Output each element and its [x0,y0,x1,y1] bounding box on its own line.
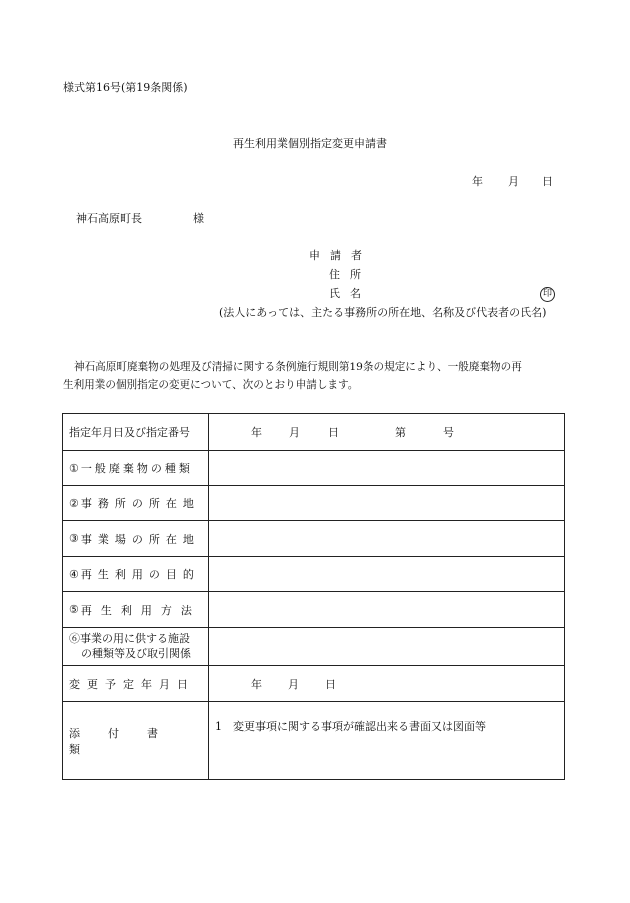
table-label-cell [63,592,209,628]
addressee-honorific: 様 [193,212,204,225]
table-row [63,451,565,486]
table-row [63,666,565,702]
table-value-cell[interactable] [209,702,565,780]
form-title: 再生利用業個別指定変更申請書 [233,137,387,150]
row2-number: ① [69,461,79,475]
applicant-heading [309,249,372,262]
body-text-line2: 生利用業の個別指定の変更について、次のとおり申請します。 [63,379,359,391]
date-year: 年 [472,175,483,188]
applicant-address-label: 住所 [329,268,371,281]
table-label-cell [63,702,209,780]
table-value-cell[interactable] [209,451,565,486]
recycling-method-label: 再生利用方法 [80,603,201,617]
row1-go: 号 [443,426,454,439]
row8-day: 日 [325,677,336,691]
row3-number: ② [69,496,79,510]
row6-number: ⑤ [69,603,79,616]
table-label-cell [63,486,209,521]
addressee-name: 神石高原町長 [76,212,142,225]
table-row [63,414,565,451]
row1-month: 月 [289,426,300,439]
recycling-purpose-label: 再生利用の目的 [80,568,200,581]
table-row [63,702,565,780]
row1-day: 日 [328,426,339,439]
applicant-name-label: 氏名 [329,287,371,300]
table-label-cell [63,521,209,557]
table-label-cell [63,557,209,592]
row1-year: 年 [251,426,262,439]
table-label-cell [63,414,209,451]
date-month: 月 [508,175,519,188]
designation-date-number-label: 指定年月日及び指定番号 [69,426,190,439]
applicant-heading-text: 申請者 [309,249,372,262]
table-row [63,628,565,666]
row8-year: 年 [251,677,262,691]
row1-dai: 第 [395,426,406,439]
facility-label-line2: の種類等及び取引関係 [81,646,191,660]
attachments-label: 添付書類 [69,726,186,756]
table-label-cell [63,451,209,486]
table-row [63,592,565,628]
table-value-cell[interactable] [209,628,565,666]
form-number: 様式第16号(第19条関係) [63,81,188,94]
row4-number: ③ [69,532,79,545]
waste-type-label: 一般廃棄物の種類 [80,462,193,475]
application-table [62,413,565,780]
date-day: 日 [542,175,553,188]
table-value-cell[interactable] [209,521,565,557]
table-row [63,521,565,557]
table-value-cell[interactable] [209,414,565,451]
facility-label-line1: ⑥事業の用に供する施設 [69,631,190,645]
table-value-cell[interactable] [209,557,565,592]
office-location-label: 事務所の所在地 [80,497,200,510]
table-value-cell[interactable] [209,666,565,702]
table-value-cell[interactable] [209,592,565,628]
body-text-line1: 神石高原町廃棄物の処理及び清掃に関する条例施行規則第19条の規定により、一般廃棄物の再 [74,361,522,373]
attachment-item: 1 変更事項に関する事項が確認出来る書面又は図面等 [215,720,486,733]
applicant-note: (法人にあっては、主たる事務所の所在地、名称及び代表者の氏名) [219,306,547,319]
table-row [63,557,565,592]
table-row [63,486,565,521]
table-value-cell[interactable] [209,486,565,521]
row5-number: ④ [69,567,79,581]
table-label-cell [63,628,209,666]
seal-mark: 印 [540,287,555,302]
planned-change-date-label: 変更予定年月日 [69,677,195,691]
table-label-cell [63,666,209,702]
row8-month: 月 [288,677,299,691]
business-site-location-label: 事業場の所在地 [80,532,200,546]
